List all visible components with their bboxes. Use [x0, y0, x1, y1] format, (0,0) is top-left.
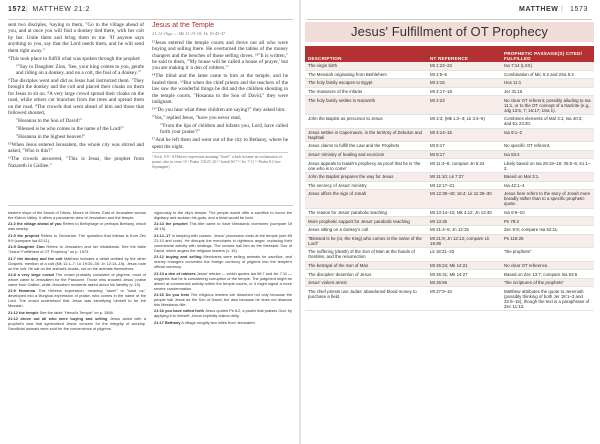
table-row — [305, 225, 594, 234]
prophetic-passage-cell: Isa 7:14 (LXX) — [501, 62, 594, 70]
study-note-text: Jesus acted with a prophet's zeal that symbolized Jesus' concern for the integrity of worship. Sacrificial animals were sold for the convenience of pilgrims. — [8, 316, 146, 332]
poetry-line: "Blessed is he who comes in the name of the Lord!" — [16, 126, 124, 133]
nt-reference-cell: Mt 26:31; Mk 14:27 — [427, 270, 501, 279]
study-note — [8, 316, 146, 331]
study-note-text: Jesus quotes Ps 8:2, a psalm that praises God; by applying it to himself, Jesus implicitly claims deity. — [154, 308, 292, 319]
scripture-column-2 — [152, 22, 288, 212]
table-row — [305, 128, 594, 142]
study-note — [154, 320, 292, 325]
study-note-key: 21:2 the village ahead of you — [8, 221, 62, 227]
scripture-paragraph: ⁴This took place to fulfill what was spoken through the prophet: — [8, 55, 141, 62]
description-cell: John the Baptist prepares the way for Jesus — [305, 172, 427, 181]
scripture-paragraph: ¹¹The crowds answered, "This is Jesus, the prophet from Nazareth in Galilee." — [8, 156, 144, 169]
study-note-key: 21:13 the prophet — [154, 221, 188, 227]
prophetic-passage-cell: Jesus here refers to the story of Jonah more broadly rather than to a specific prophetic quote. — [501, 190, 594, 209]
study-note-key: 21:12 the temple — [8, 309, 39, 315]
column-header-description: DESCRIPTION — [305, 46, 427, 62]
study-note-text: The religious leaders are disturbed not only because the people hail Jesus as the Son of David, but also because he does not disavow this Messianic title. — [154, 291, 292, 307]
study-note-key: 21:12 buying and selling — [154, 254, 202, 260]
nt-reference-cell: Mt 13:14–15; Mk 4:12; Jn 12:40 — [427, 208, 501, 217]
nt-reference-cell: Mt 2:5–6 — [427, 70, 501, 79]
study-notes-column-1 — [8, 210, 146, 436]
study-note — [8, 256, 146, 271]
prophetic-passage-cell: "the prophets" — [501, 248, 594, 262]
nt-reference-cell: Mt 4:14–16 — [427, 128, 501, 142]
column-header-nt-reference: NT REFERENCE — [427, 46, 501, 62]
section-body — [152, 40, 288, 150]
description-cell: Jesus' violent arrest — [305, 278, 427, 287]
table-row — [305, 142, 594, 151]
study-note-key: 21:16 you have called forth — [154, 308, 205, 314]
study-note-text: This title came to have Messianic overtones (compare Dt 18:15). — [154, 221, 292, 232]
study-note — [154, 271, 292, 291]
table-row — [305, 261, 594, 270]
study-notes — [8, 205, 293, 437]
description-cell: The holy family escapes to Egypt — [305, 79, 427, 88]
prophetic-passage-cell: Ps 78:2 — [501, 217, 594, 226]
section-title: Jesus at the Temple — [152, 22, 215, 29]
right-book-name: MATTHEW — [519, 6, 559, 13]
cross-references: ⁵ Zech. 9:9 ⁹ A Hebrew expression meaning "Save!" which became an exclamation of praise; also in verse 15 ⁹ Psalm 118:25, 26 ¹³ Isaiah 56:7 ¹³ Jer. 7:11 ¹⁶ Psalm 8:2 (see Septuagint) — [152, 152, 288, 170]
study-notes-column-2 — [154, 210, 292, 436]
description-cell: The secrecy of Jesus' ministry — [305, 181, 427, 190]
prophetic-passage-cell: Based on Mal 3:1. — [501, 172, 594, 181]
description-cell: Jesus settles in Capernaum, in the territory of Zebulun and Naphtali — [305, 128, 427, 142]
left-page-number: 1572 — [8, 6, 26, 13]
prophetic-passage-cell: Ps 118:26 — [501, 234, 594, 248]
study-note — [154, 221, 292, 231]
prophetic-passage-cell: Isa 53:4 — [501, 150, 594, 159]
prophetic-passage-cell: Isa 6:9–10 — [501, 208, 594, 217]
nt-reference-cell: Mt 2:15 — [427, 79, 501, 88]
scripture-paragraph: ¹⁷And he left them and went out of the city to Bethany, where he spent the night. — [152, 137, 288, 150]
study-note — [154, 233, 292, 253]
table-row — [305, 79, 594, 88]
right-page-header — [307, 6, 592, 19]
study-note-key: 21:13 a den of robbers — [154, 270, 196, 276]
table-row — [305, 150, 594, 159]
description-cell: The massacre of the infants — [305, 87, 427, 96]
description-cell: The suffering (death) of the Son of Man at the hands of Gentiles, and the resurrection — [305, 248, 427, 262]
poetry-line: "Hosanna in the highest heaven!" — [16, 134, 86, 141]
study-note-key: 21:16 Do you hear — [154, 291, 190, 297]
study-note — [8, 244, 146, 254]
description-cell: More prophetic support for Jesus' parabolic teaching — [305, 217, 427, 226]
prophetic-passage-cell: Based on Zec 13:7; compare Isa 53:6 — [501, 270, 594, 279]
nt-reference-cell: Mt 12:39–40; 16:4; Lk 11:29–30 — [427, 190, 501, 209]
prophecy-table-body — [305, 62, 594, 311]
nt-reference-cell: Mt 12:17–21 — [427, 181, 501, 190]
nt-reference-cell: Mt 8:17 — [427, 150, 501, 159]
prophetic-passage-cell: Isa 9:1–2 — [501, 128, 594, 142]
table-row — [305, 270, 594, 279]
table-row — [305, 87, 594, 96]
description-cell: Jesus' ministry of healing and exorcism — [305, 150, 427, 159]
scripture-paragraph: ¹⁰When Jesus entered Jerusalem, the whole city was stirred and asked, "Who is this?" — [8, 142, 144, 155]
nt-reference-cell: Mt 1:22–23 — [427, 62, 501, 70]
study-note-key: 21:17 Bethany — [154, 319, 181, 325]
study-note-key: 21:5 the prophet — [8, 232, 40, 238]
prophetic-passage-cell: Isa 42:1–4 — [501, 181, 594, 190]
nt-reference-cell: Mt 11:4–6; compare Jn 5:24 — [427, 159, 501, 173]
nt-reference-cell: Mt 2:23 — [427, 96, 501, 115]
description-cell: "Blessed is he (or, the King) who comes in the name of the Lord" — [305, 234, 427, 248]
study-note-text: vigorously to the city's temple. The people would offer a sacrifice to honor the dignitary and acclaim his gods, and a feast would be held. — [154, 210, 292, 220]
study-note-text: In keeping with custom, Jesus' procession ends at the temple (see Mt 21:10 and note). He disrupts the merchants in righteous anger, replacing their commercial activity with healings. The crowds hail him as the Messiah: Son of David, which angers the religious leaders (v. 15). — [154, 232, 292, 253]
prophecy-table — [305, 46, 594, 311]
study-note-key: 21:5 Daughter Zion — [8, 244, 45, 250]
nt-reference-cell: Mt 26:24; Mk 14:21 — [427, 261, 501, 270]
table-row — [305, 62, 594, 70]
prophetic-passage-cell: Combination of Mic 5:2 and 2Sa 5:2 — [501, 70, 594, 79]
prophetic-passage-cell: No clear OT referent; possibly alluding to Isa 11:1, or to the OT concept of a Nazirite (e.g., Jdg 13:5, 7; 16:17; 1Sa 1). — [501, 96, 594, 115]
right-page-number: 1573 — [570, 6, 588, 13]
table-row — [305, 181, 594, 190]
description-cell: The chief priests use Judas' abandoned blood money to purchase a field. — [305, 287, 427, 311]
prophetic-passage-cell: No specific OT referent. — [501, 142, 594, 151]
study-note-text: eastern slope of the Mount of Olives. Mount of Olives. East of Jerusalem across the Kidron Valley. It offers a panoramic view of Jerusalem and the temple. — [8, 210, 146, 220]
description-cell: The holy family settles in Nazareth — [305, 96, 427, 115]
left-page-header — [8, 6, 293, 19]
header-separator: | — [558, 6, 567, 13]
prophecy-panel — [305, 22, 594, 438]
poetry-line: ⁵"Say to Daughter Zion, 'See, your king comes to you, gentle and riding on a donkey, and on a colt, the foal of a donkey.'" — [16, 63, 144, 77]
study-note-key: 21:9 Hosanna — [8, 288, 36, 294]
prophetic-passage-cell: Zec 9:9; compare Isa 62:11. — [501, 225, 594, 234]
study-note — [8, 210, 146, 220]
description-cell: John the Baptist as precursor to Jesus — [305, 114, 427, 128]
right-header-rule — [307, 19, 592, 20]
study-note-text: The crowd probably consisted of pilgrims, most of whom came to Jerusalem for the Passover. Those who shouted Jesus' praise came from Galilee, while Jerusalem residents asked about his identity (v. 10). — [8, 271, 146, 287]
study-note-text: Matthew includes a detail omitted by the other Gospels: mention of a colt (Mk 11:1–7; Lk 19:30–35; Jn 12:14–15). Jesus rode on the colt. He sat on the animal's cloaks, not on the animals themselves. — [8, 255, 146, 271]
study-note-key: 21:8 a very large crowd — [8, 271, 54, 277]
table-row — [305, 278, 594, 287]
nt-reference-cell: Mt 21:9; Jn 12:13; compare Lk 19:38 — [427, 234, 501, 248]
study-note-text: Refers to Zechariah. The quotation that follows is from Zec 9:9 (compare Isa 62:11). — [8, 232, 146, 243]
table-row — [305, 217, 594, 226]
study-note — [8, 272, 146, 287]
study-note-text: Refers to Bethphage or perhaps Bethany, which was nearby. — [8, 221, 146, 232]
study-note — [8, 221, 146, 231]
table-header-row — [305, 46, 594, 62]
scripture-paragraph: "Yes," replied Jesus, "have you never read, — [152, 115, 241, 122]
study-note — [8, 233, 146, 243]
nt-reference-cell: Mt 13:35 — [427, 217, 501, 226]
nt-reference-cell: Mt 5:17 — [427, 142, 501, 151]
study-note — [8, 288, 146, 308]
prophetic-passage-cell: Matthew attributes the quote to Jeremiah (possibly thinking of both Jer 18:1–3 and 32:6–15), though the text is a paraphrase of Zec 11:13. — [501, 287, 594, 311]
scripture-paragraph: sent two disciples, ²saying to them, "Go to the village ahead of you, and at once you will find a donkey tied there, with her colt by her. Untie them and bring them to me. ³If anyone says anything to you, say that the Lord needs them, and he will send them right away." — [8, 22, 144, 54]
left-header-rule — [8, 19, 293, 20]
prophetic-passage-cell: No clear OT reference. — [501, 261, 594, 270]
nt-reference-cell: Mt 21:4–5; Jn 12:15 — [427, 225, 501, 234]
column-header-prophetic-passage: PROPHETIC PASSAGE(S) CITED/ FULFILLED — [501, 46, 594, 62]
table-row — [305, 190, 594, 209]
prophetic-passage-cell: Combines elements of Mal 3:1; Isa 40:3; and Ex 23:20. — [501, 114, 594, 128]
table-row — [305, 114, 594, 128]
study-note — [154, 210, 292, 220]
study-note-text: Merchants were selling animals for sacrifice, and money changers converted the foreign currency of pilgrims into the temple's official currency. — [154, 254, 292, 270]
table-row — [305, 96, 594, 115]
study-note-text: Refers to Jerusalem and her inhabitants. See the table "Jesus' Fulfillment of OT Prophecy" on p. 1573. — [8, 244, 146, 255]
table-row — [305, 70, 594, 79]
description-cell: Jesus offers the sign of Jonah — [305, 190, 427, 209]
scripture-paragraph: ¹⁶"Do you hear what these children are saying?" they asked him. — [152, 107, 286, 114]
prophetic-passage-cell: Jer 31:15 — [501, 87, 594, 96]
description-cell: Jesus claims to fulfill the Law and the Prophets — [305, 142, 427, 151]
nt-reference-cell: Lk 18:31–33 — [427, 248, 501, 262]
scripture-paragraph: ⁶The disciples went and did as Jesus had instructed them. ⁷They brought the donkey and the colt and placed their cloaks on them for Jesus to sit on. ⁸A very large crowd spread their cloaks on the road, while others cut branches from the trees and spread them on the road. ⁹The crowds that went ahead of him and those that followed shouted, — [8, 78, 144, 117]
scripture-paragraph: ¹²Jesus entered the temple courts and drove out all who were buying and selling there. He overturned the tables of the money changers and the benches of those selling doves. ¹³"It is written," he said to them, "'My house will be called a house of prayer,' but you are making it 'a den of robbers.'" — [152, 39, 288, 72]
prophetic-passage-cell: Hos 11:1 — [501, 79, 594, 88]
description-cell: The reason for Jesus' parabolic teaching — [305, 208, 427, 217]
section-parallel-ref: 21:12-16pp — Mk 11:15-18; Lk 19:45-47 — [152, 31, 226, 37]
description-cell: The virgin birth — [305, 62, 427, 70]
panel-title-bar — [305, 22, 594, 42]
study-note-text: This Hebrew expression, meaning "save!" or "save us," developed into a liturgical expression of praise, who comes in the name of the Lord. The crowd understood that Jesus was identifying himself to be the Messiah. — [8, 288, 146, 309]
poetry-line: "Hosanna to the Son of David!" — [16, 118, 83, 125]
study-note-text: A village roughly two miles from Jerusalem. — [181, 319, 256, 325]
description-cell: The betrayal of the Son of Man — [305, 261, 427, 270]
table-row — [305, 234, 594, 248]
prophetic-passage-cell: "the scriptures of the prophets" — [501, 278, 594, 287]
page-gutter — [299, 0, 301, 444]
nt-reference-cell: Mt 2:17–18 — [427, 87, 501, 96]
nt-reference-cell: Mt 26:56 — [427, 278, 501, 287]
description-cell: Jesus sitting on a donkey's colt — [305, 225, 427, 234]
header-separator: | — [25, 6, 29, 13]
poetry-line: "'From the lips of children and infants you, Lord, have called forth your praise'?" — [160, 123, 288, 136]
panel-title: Jesus' Fulfillment of OT Prophecy — [350, 24, 548, 39]
table-row — [305, 208, 594, 217]
study-note-key: 21:12 drove out all who were buying and selling — [8, 316, 108, 322]
study-note — [8, 310, 146, 315]
description-cell: The Messiah originating from Bethlehem — [305, 70, 427, 79]
study-note-key: 21:12–17 — [154, 232, 171, 238]
nt-reference-cell: Mt 3:3; (Mk 1:2–3; Lk 3:4–6) — [427, 114, 501, 128]
left-book-ref: MATTHEW 21:2 — [32, 6, 91, 13]
study-note-text: See the table "Herod's Temple" on p. 1568. — [39, 309, 114, 315]
scripture-paragraph: ¹⁴The blind and the lame came to him at the temple, and he healed them. ¹⁵But when the chief priests and the teachers of the law saw the wonderful things he did and the children shouting in the temple courts, "Hosanna to the Son of David," they were indignant. — [152, 73, 288, 106]
study-note-key: 21:7 the donkey and the colt — [8, 255, 63, 261]
table-row — [305, 172, 594, 181]
description-cell: Jesus appeals to Isaiah's prophecy as proof that he is 'the one who is to come' — [305, 159, 427, 173]
study-note — [154, 308, 292, 318]
table-row — [305, 159, 594, 173]
nt-reference-cell: Mt 27:9–10 — [427, 287, 501, 311]
study-note-text: Jesus' rebuke — which quotes Isa 56:7 and Jer 7:11 — suggests that he is considering corruption of the temple. The judgment might be aimed at commercial activity within the temple courts, or it might signal a more severe condemnation. — [154, 270, 292, 291]
study-note — [154, 254, 292, 269]
prophetic-passage-cell: Likely based on Isa 29:18–19; 35:5–6; 61:1–2. — [501, 159, 594, 173]
study-note — [154, 292, 292, 307]
nt-reference-cell: Mt 11:10; Lk 7:27 — [427, 172, 501, 181]
table-row — [305, 248, 594, 262]
description-cell: The disciples' desertion of Jesus — [305, 270, 427, 279]
table-row — [305, 287, 594, 311]
